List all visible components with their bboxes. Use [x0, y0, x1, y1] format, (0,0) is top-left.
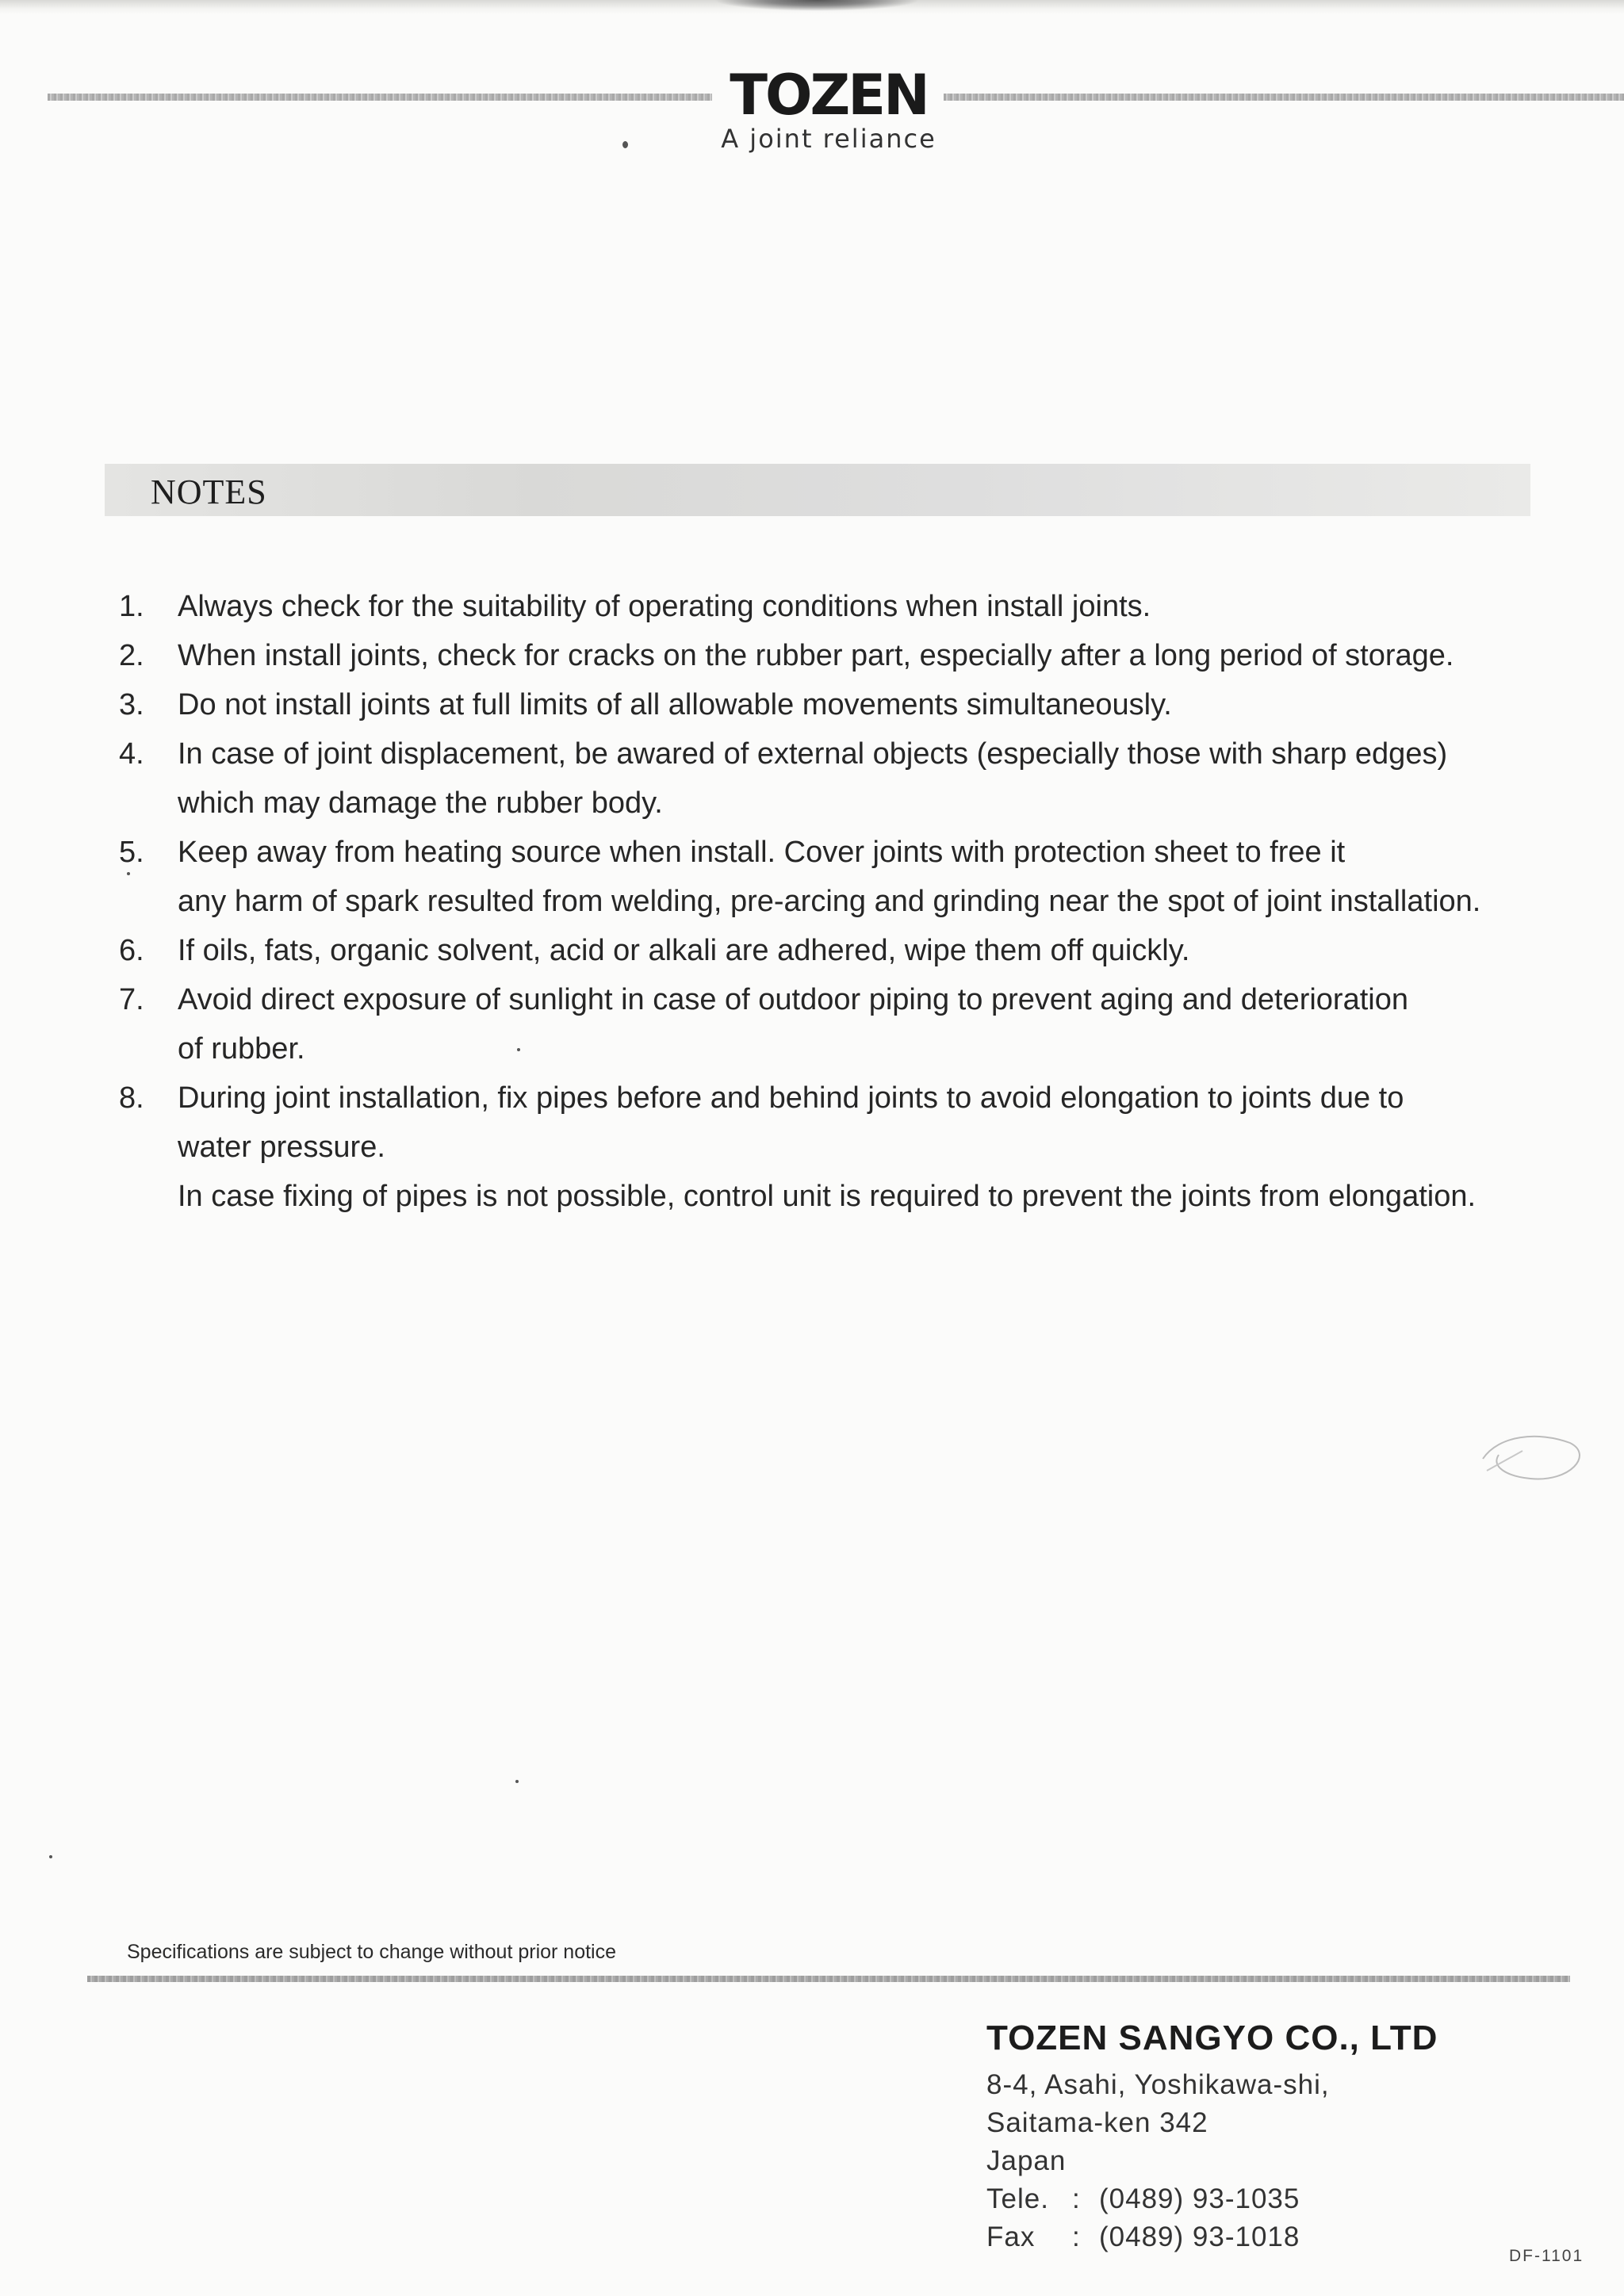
- address-line-2: Saitama-ken 342: [986, 2107, 1208, 2138]
- brand-tagline: A joint reliance: [721, 124, 936, 154]
- note-number: 6.: [119, 934, 144, 967]
- telephone-number: (0489) 93-1035: [1099, 2183, 1300, 2214]
- note-text: During joint installation, fix pipes before and behind joints to avoid elongation to joints due to: [178, 1081, 1404, 1115]
- note-number: 2.: [119, 639, 144, 672]
- note-text: In case of joint displacement, be awared of external objects (especially those with sharp edges): [178, 737, 1448, 771]
- note-text: Avoid direct exposure of sunlight in case of outdoor piping to prevent aging and deterioration: [178, 983, 1408, 1016]
- fax-number: (0489) 93-1018: [1099, 2221, 1300, 2252]
- note-number: 4.: [119, 737, 144, 771]
- fax-label: Fax: [986, 2221, 1036, 2252]
- note-text-continued: which may damage the rubber body.: [178, 786, 663, 820]
- notes-heading: NOTES: [151, 473, 267, 511]
- note-number: 3.: [119, 688, 144, 721]
- telephone-separator: :: [1072, 2183, 1081, 2214]
- scan-speck: [517, 1048, 520, 1051]
- document-code: DF-1101: [1509, 2247, 1584, 2265]
- note-text-continued: water pressure.: [178, 1131, 385, 1164]
- note-text: If oils, fats, organic solvent, acid or alkali are adhered, wipe them off quickly.: [178, 934, 1190, 967]
- fax-line: [986, 2221, 1300, 2253]
- scan-fold-mark: [714, 0, 920, 11]
- address-line-1: 8-4, Asahi, Yoshikawa-shi,: [986, 2069, 1330, 2100]
- note-text: Keep away from heating source when install. Cover joints with protection sheet to free it: [178, 836, 1346, 869]
- note-number: 7.: [119, 983, 144, 1016]
- note-text-continued: of rubber.: [178, 1032, 305, 1066]
- footer-rule: [87, 1976, 1570, 1982]
- telephone-label: Tele.: [986, 2183, 1049, 2214]
- scan-speck: [127, 872, 130, 875]
- notes-heading-band: [105, 464, 1530, 516]
- scan-speck: [622, 141, 628, 148]
- company-name: TOZEN SANGYO CO., LTD: [986, 2019, 1438, 2057]
- note-number: 8.: [119, 1081, 144, 1115]
- header-rule-left: [48, 94, 712, 101]
- note-text: Always check for the suitability of operating conditions when install joints.: [178, 590, 1151, 623]
- note-text-continued: In case fixing of pipes is not possible, control unit is required to prevent the joints from elongation.: [178, 1180, 1477, 1213]
- note-number: 5.: [119, 836, 144, 869]
- scan-speck: [49, 1855, 52, 1858]
- fax-separator: :: [1072, 2221, 1081, 2252]
- address-line-3: Japan: [986, 2145, 1067, 2176]
- note-text-continued: any harm of spark resulted from welding, pre-arcing and grinding near the spot of joint installation.: [178, 885, 1481, 918]
- scan-speck: [515, 1780, 519, 1783]
- note-text: Do not install joints at full limits of all allowable movements simultaneously.: [178, 688, 1172, 721]
- specifications-notice: Specifications are subject to change without prior notice: [127, 1941, 617, 1963]
- telephone-line: [986, 2183, 1300, 2215]
- note-text: When install joints, check for cracks on the rubber part, especially after a long period of storage.: [178, 639, 1454, 672]
- pencil-scribble-mark: [1475, 1427, 1594, 1490]
- header-rule-right: [944, 94, 1624, 101]
- note-number: 1.: [119, 590, 144, 623]
- brand-logo: TOZEN: [730, 63, 928, 128]
